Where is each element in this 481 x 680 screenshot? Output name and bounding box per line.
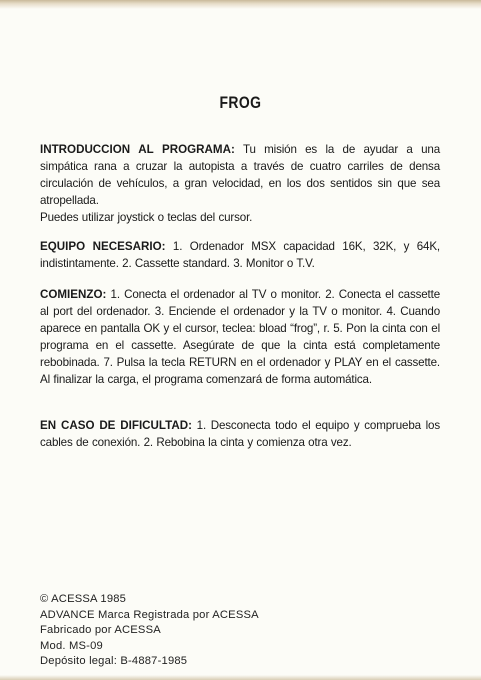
section-heading: COMIENZO:	[40, 288, 107, 301]
section-paragraph	[40, 286, 440, 389]
page-bottom-edge	[0, 675, 481, 680]
section-comienzo	[40, 286, 440, 389]
section-heading: EQUIPO NECESARIO:	[40, 240, 166, 253]
manufacturer-line: Fabricado por ACESSA	[40, 624, 161, 636]
legal-deposit-line: Depósito legal: B-4887-1985	[40, 655, 188, 667]
copyright-line: © ACESSA 1985	[40, 593, 127, 605]
section-text: Tu misión es la de ayudar a una simpática rana a cruzar la autopista a través de cuatro carriles de densa circulación de vehículos, a gran velocidad, en los dos sentidos sin que sea atropellada.	[40, 143, 440, 208]
document-title: FROG	[219, 93, 262, 112]
publisher-footer	[40, 592, 340, 670]
section-paragraph	[40, 141, 440, 209]
section-text: 1. Conecta el ordenador al TV o monitor. 2. Conecta el cassette al port del ordenador. 3. Enciende el ordenador y la TV o monitor. 4. Cuando aparece en pantalla OK y el cursor, teclea: bload “frog”, r. 5. Pon la cinta con el programa en el cassette. Asegúrate de que la cinta está completamente rebobinada. 7. Pulsa la tecla RETURN en el ordenador y PLAY en el cassette. Al finalizar la carga, el programa comenzará de forma automática.	[40, 288, 440, 387]
section-equipo	[40, 238, 440, 272]
section-dificultad	[40, 417, 440, 451]
section-extra-text: Puedes utilizar joystick o teclas del cursor.	[40, 211, 253, 225]
section-heading: EN CASO DE DIFICULTAD:	[40, 419, 192, 432]
section-text: 1. Desconecta todo el equipo y comprueba los cables de conexión. 2. Rebobina la cinta y comienza otra vez.	[40, 419, 440, 450]
section-paragraph	[40, 417, 440, 451]
page-top-edge	[0, 0, 481, 9]
trademark-line: ADVANCE Marca Registrada por ACESSA	[40, 608, 259, 621]
section-introduccion	[40, 141, 440, 226]
section-text: 1. Ordenador MSX capacidad 16K, 32K, y 64K, indistintamente. 2. Cassette standard. 3. Monitor o T.V.	[40, 240, 441, 271]
model-line: Mod. MS-09	[40, 639, 103, 652]
section-paragraph	[40, 238, 440, 272]
section-heading: INTRODUCCION AL PROGRAMA:	[40, 143, 235, 156]
